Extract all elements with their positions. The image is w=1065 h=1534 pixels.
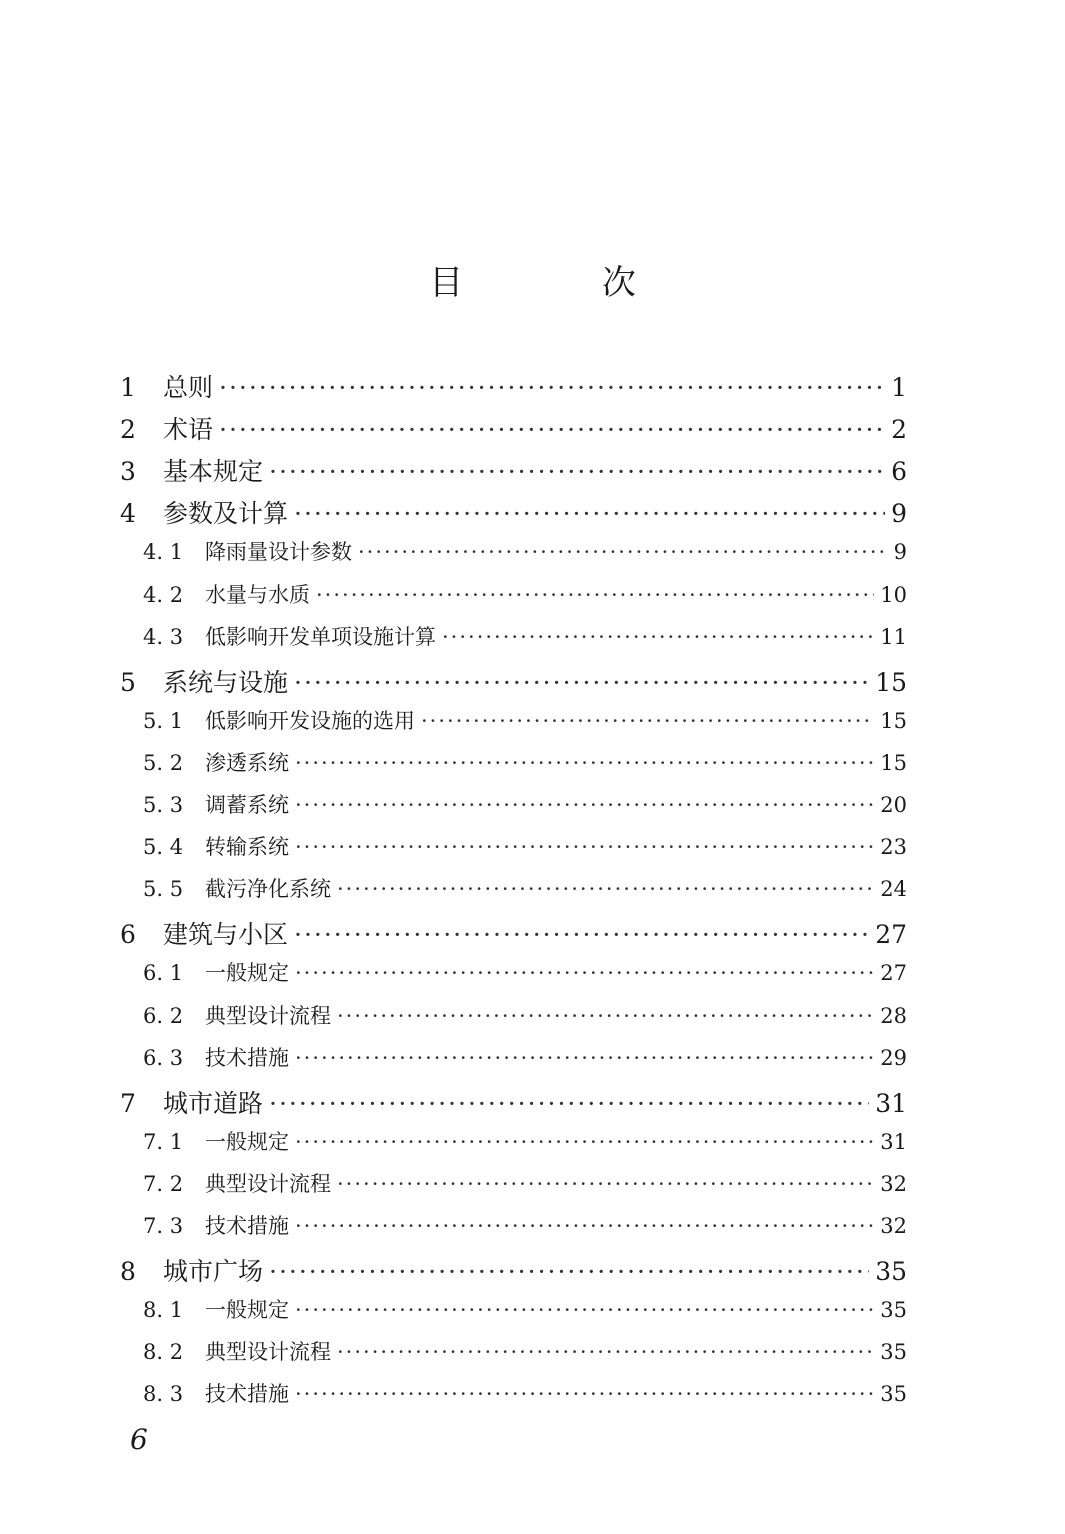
toc-section-entry[interactable] <box>143 621 907 651</box>
toc-entry-title: 一般规定 <box>205 1298 289 1323</box>
toc-dot-leader <box>337 1340 874 1364</box>
toc-entry-number: 7. 2 <box>143 1171 184 1196</box>
toc-dot-leader <box>316 583 874 607</box>
toc-section-entry[interactable] <box>143 1336 907 1366</box>
toc-entry-number: 8. 1 <box>143 1298 184 1323</box>
toc-entry-number: 7 <box>120 1088 136 1118</box>
toc-dot-leader <box>295 961 874 985</box>
toc-entry-number: 5 <box>120 667 136 697</box>
toc-entry-title: 截污净化系统 <box>205 877 331 902</box>
toc-entry-page: 31 <box>875 1088 907 1118</box>
toc-entry-page: 29 <box>880 1045 907 1070</box>
toc-entry-number: 2 <box>120 415 136 445</box>
toc-dot-leader <box>219 373 885 402</box>
toc-entry-number: 8. 3 <box>143 1382 184 1407</box>
toc-entry-page: 28 <box>880 1003 907 1028</box>
toc-entry-number: 4. 2 <box>143 582 184 607</box>
toc-dot-leader <box>358 540 888 564</box>
toc-dot-leader <box>269 1089 869 1118</box>
toc-entry-page: 24 <box>880 877 907 902</box>
toc-entry-number: 7. 1 <box>143 1129 184 1154</box>
toc-entry-number: 7. 3 <box>143 1214 184 1238</box>
toc-chapter-entry[interactable] <box>120 1084 907 1120</box>
toc-entry-title: 城市道路 <box>163 1088 264 1118</box>
toc-entry-number: 6 <box>120 920 136 950</box>
toc-entry-page: 15 <box>880 708 907 733</box>
toc-dot-leader <box>269 457 885 486</box>
toc-entry-page: 35 <box>875 1257 907 1287</box>
toc-entry-number: 5. 3 <box>143 793 184 817</box>
toc-section-entry[interactable] <box>143 1210 907 1240</box>
toc-entry-title: 一般规定 <box>205 1129 289 1154</box>
toc-chapter-entry[interactable] <box>120 410 907 446</box>
toc-entry-number: 5. 4 <box>143 835 184 860</box>
toc-entry-page: 9 <box>891 499 907 529</box>
toc-entry-page: 10 <box>880 582 907 607</box>
toc-dot-leader <box>295 1382 874 1406</box>
toc-entry-title: 转输系统 <box>205 835 289 860</box>
toc-entry-number: 6. 3 <box>143 1045 184 1070</box>
toc-dot-leader <box>269 1257 869 1286</box>
toc-section-entry[interactable] <box>143 789 907 819</box>
toc-entry-number: 4. 3 <box>143 624 184 649</box>
toc-entry-number: 5. 1 <box>143 708 184 733</box>
toc-entry-page: 15 <box>875 667 907 697</box>
toc-entry-page: 1 <box>891 373 907 402</box>
toc-entry-title: 水量与水质 <box>205 582 310 607</box>
toc-entry-title: 低影响开发单项设施计算 <box>205 624 436 649</box>
toc-entry-page: 6 <box>891 457 907 487</box>
toc-dot-leader <box>295 793 874 817</box>
toc-entry-page: 35 <box>880 1382 907 1407</box>
toc-entry-page: 23 <box>880 835 907 860</box>
toc-entry-title: 调蓄系统 <box>205 793 289 817</box>
toc-entry-title: 术语 <box>163 415 214 445</box>
toc-entry-title: 技术措施 <box>205 1214 289 1238</box>
toc-section-entry[interactable] <box>143 1042 907 1072</box>
toc-entry-title: 典型设计流程 <box>205 1171 331 1196</box>
toc-dot-leader <box>295 835 874 859</box>
toc-entry-page: 9 <box>893 540 907 565</box>
toc-section-entry[interactable] <box>143 747 907 777</box>
toc-chapter-entry[interactable] <box>120 1252 907 1288</box>
toc-entry-number: 4 <box>120 499 136 529</box>
toc-entry-page: 32 <box>880 1214 907 1238</box>
toc-entry-title: 低影响开发设施的选用 <box>205 708 415 733</box>
toc-entry-page: 32 <box>880 1171 907 1196</box>
toc-entry-number: 4. 1 <box>143 540 184 565</box>
toc-entry-title: 技术措施 <box>205 1382 289 1407</box>
toc-entry-number: 5. 2 <box>143 750 184 775</box>
toc-section-entry[interactable] <box>143 536 907 566</box>
toc-entry-title: 降雨量设计参数 <box>205 540 352 565</box>
toc-dot-leader <box>295 1046 874 1070</box>
toc-dot-leader <box>294 920 869 949</box>
toc-entry-title: 渗透系统 <box>205 750 289 775</box>
toc-entry-title: 参数及计算 <box>163 499 289 529</box>
toc-entry-number: 3 <box>120 457 136 487</box>
toc-dot-leader <box>442 625 874 649</box>
toc-dot-leader <box>295 1214 874 1238</box>
toc-dot-leader <box>337 1004 874 1028</box>
toc-chapter-entry[interactable] <box>120 368 907 404</box>
toc-section-entry[interactable] <box>143 957 907 987</box>
toc-entry-page: 2 <box>891 415 907 445</box>
toc-entry-title: 典型设计流程 <box>205 1340 331 1365</box>
page-number: 6 <box>130 1423 148 1456</box>
toc-entry-number: 1 <box>120 373 136 402</box>
toc-entry-title: 一般规定 <box>205 961 289 986</box>
toc-entry-title: 基本规定 <box>163 457 264 487</box>
toc-entry-number: 8. 2 <box>143 1340 184 1365</box>
toc-entry-title: 总则 <box>163 373 214 402</box>
toc-entry-page: 35 <box>880 1340 907 1365</box>
page-title: 目 次 <box>429 263 700 303</box>
toc-section-entry[interactable] <box>143 705 907 735</box>
toc-entry-page: 35 <box>880 1298 907 1323</box>
toc-dot-leader <box>337 1172 874 1196</box>
toc-entry-page: 31 <box>880 1129 907 1154</box>
toc-entry-page: 20 <box>880 793 907 817</box>
toc-entry-number: 6. 1 <box>143 961 184 986</box>
toc-entry-page: 27 <box>880 961 907 986</box>
toc-dot-leader <box>295 1130 874 1154</box>
toc-section-entry[interactable] <box>143 1294 907 1324</box>
toc-section-entry[interactable] <box>143 1126 907 1156</box>
toc-dot-leader <box>421 709 874 733</box>
toc-section-entry[interactable] <box>143 1000 907 1030</box>
toc-entry-title: 建筑与小区 <box>163 920 289 950</box>
toc-entry-page: 15 <box>880 750 907 775</box>
toc-chapter-entry[interactable] <box>120 494 907 530</box>
toc-entry-title: 典型设计流程 <box>205 1003 331 1028</box>
toc-entry-title: 城市广场 <box>163 1257 264 1287</box>
toc-dot-leader <box>219 415 885 444</box>
toc-entry-title: 技术措施 <box>205 1045 289 1070</box>
toc-entry-number: 6. 2 <box>143 1003 184 1028</box>
toc-dot-leader <box>294 668 869 697</box>
toc-entry-title: 系统与设施 <box>163 667 289 697</box>
toc-chapter-entry[interactable] <box>120 452 907 488</box>
toc-entry-page: 27 <box>875 920 907 950</box>
toc-chapter-entry[interactable] <box>120 915 907 951</box>
toc-entry-number: 5. 5 <box>143 877 184 902</box>
toc-entry-number: 8 <box>120 1257 136 1287</box>
toc-section-entry[interactable] <box>143 579 907 609</box>
toc-dot-leader <box>294 499 885 528</box>
toc-section-entry[interactable] <box>143 873 907 903</box>
toc-dot-leader <box>295 751 874 775</box>
toc-entry-page: 11 <box>880 624 907 649</box>
toc-section-entry[interactable] <box>143 1168 907 1198</box>
toc-dot-leader <box>295 1298 874 1322</box>
toc-section-entry[interactable] <box>143 831 907 861</box>
toc-dot-leader <box>337 877 874 901</box>
toc-section-entry[interactable] <box>143 1378 907 1408</box>
toc-chapter-entry[interactable] <box>120 663 907 699</box>
